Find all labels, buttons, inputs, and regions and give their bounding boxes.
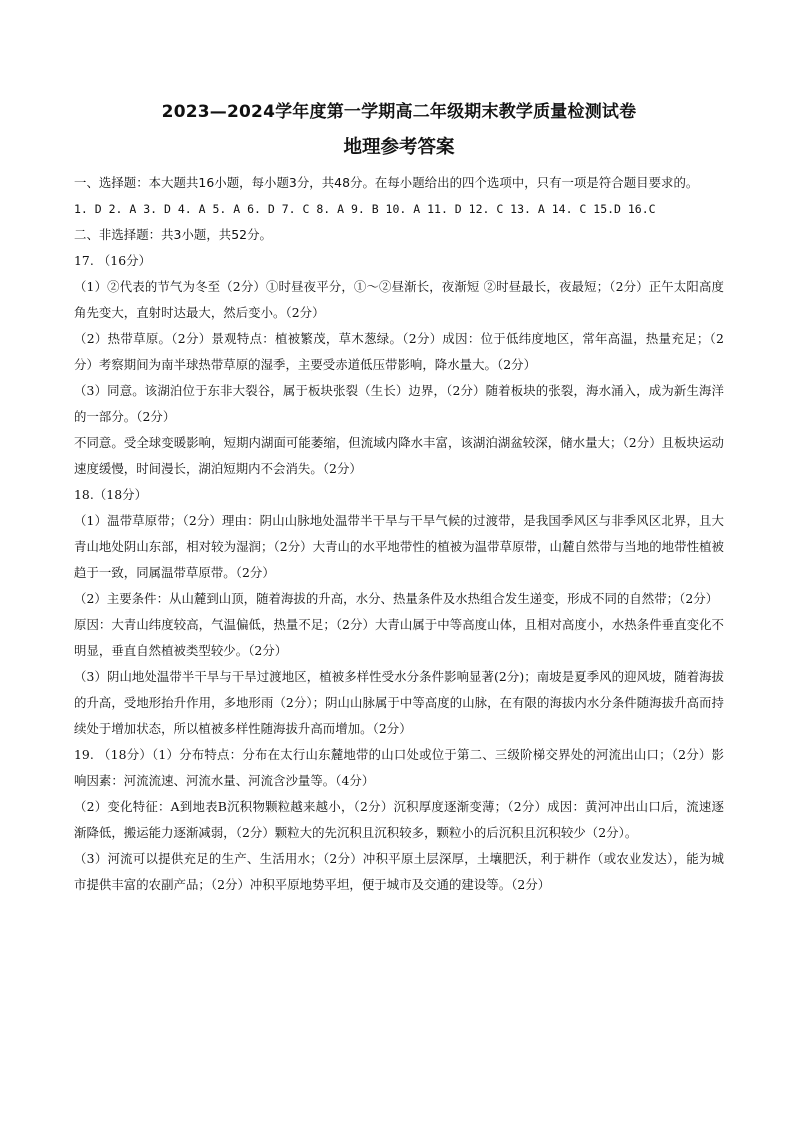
answer-sheet (74, 100, 724, 898)
q17-part3: （3）同意。该湖泊位于东非大裂谷，属于板块张裂（生长）边界，（2分）随着板块的张裂，海水涌入，成为新生海洋的一部分。（2分） (74, 383, 724, 424)
q19-part3: （3）河流可以提供充足的生产、生活用水；（2分）冲积平原土层深厚，土壤肥沃，利于耕作（或农业发达），能为城市提供丰富的农副产品；（2分）冲积平原地势平坦，便于城市及交通的建设等。（2分） (74, 851, 724, 892)
section1-heading: 一、选择题：本大题共16小题，每小题3分，共48分。在每小题给出的四个选项中，只有一项是符合题目要求的。 (74, 175, 699, 190)
q18-part3: （3）阴山地处温带半干旱与干旱过渡地区，植被多样性受水分条件影响显著(2分)；南坡是夏季风的迎风坡，随着海拔的升高，受地形抬升作用，多地形雨（2分）；阴山山脉属于中等高度的山脉，在有限的海拔内水分条件随海拔升高而持续处于增加状态，所以植被多样性随海拔升高而增加。（2分） (74, 669, 724, 736)
q18-part2: （2）主要条件：从山麓到山顶，随着海拔的升高，水分、热量条件及水热组合发生递变，形成不同的自然带；（2分） (74, 591, 719, 606)
q19-part2: （2）变化特征：A到地表B沉积物颗粒越来越小，（2分）沉积厚度逐渐变薄；（2分）成因：黄河冲出山口后，流速逐渐降低，搬运能力逐渐减弱，（2分）颗粒大的先沉积且沉积较多，颗粒小的后沉积且沉积较少（2分）。 (74, 799, 724, 840)
q18-part1: （1）温带草原带；（2分）理由：阴山山脉地处温带半干旱与干旱气候的过渡带，是我国季风区与非季风区北界，且大青山地处阴山东部，相对较为湿润；（2分）大青山的水平地带性的植被为温带草原带，山麓自然带与当地的地带性植被趋于一致，同属温带草原带。（2分） (74, 513, 724, 580)
q18-header: 18.（18分） (74, 487, 148, 502)
q17-part2: （2）热带草原。（2分）景观特点：植被繁茂，草木葱绿。（2分）成因：位于低纬度地区，常年高温，热量充足；（2分）考察期间为南半球热带草原的湿季，主要受赤道低压带影响，降水量大。（2分） (74, 331, 724, 372)
q18-part2-reason: 原因：大青山纬度较高，气温偏低，热量不足；（2分）大青山属于中等高度山体，且相对高度小，水热条件垂直变化不明显，垂直自然植被类型较少。（2分） (74, 617, 724, 658)
q17-header: 17. （16分） (74, 253, 152, 268)
document-title: 2023—2024学年度第一学期高二年级期末教学质量检测试卷 (161, 102, 637, 122)
section2-heading: 二、非选择题：共3小题，共52分。 (74, 227, 272, 242)
choice-answers: 1. D 2. A 3. D 4. A 5. A 6. D 7. C 8. A 9. B 10. A 11. D 12. C 13. A 14. C 15.D 16.C (74, 202, 656, 216)
q17-part3-alt: 不同意。受全球变暖影响，短期内湖面可能萎缩，但流域内降水丰富，该湖泊湖盆较深，储水量大；（2分）且板块运动速度缓慢，时间漫长，湖泊短期内不会消失。（2分） (74, 435, 724, 476)
document-subtitle: 地理参考答案 (343, 137, 455, 158)
q19-part1: 19. （18分）（1）分布特点：分布在太行山东麓地带的山口处或位于第二、三级阶梯交界处的河流出山口；（2分）影响因素：河流流速、河流水量、河流含沙量等。（4分） (74, 747, 724, 788)
q17-part1: （1）②代表的节气为冬至（2分）①时昼夜平分，①～②昼渐长，夜渐短 ②时昼最长，夜最短；（2分）正午太阳高度角先变大，直射时达最大，然后变小。（2分） (74, 279, 724, 320)
